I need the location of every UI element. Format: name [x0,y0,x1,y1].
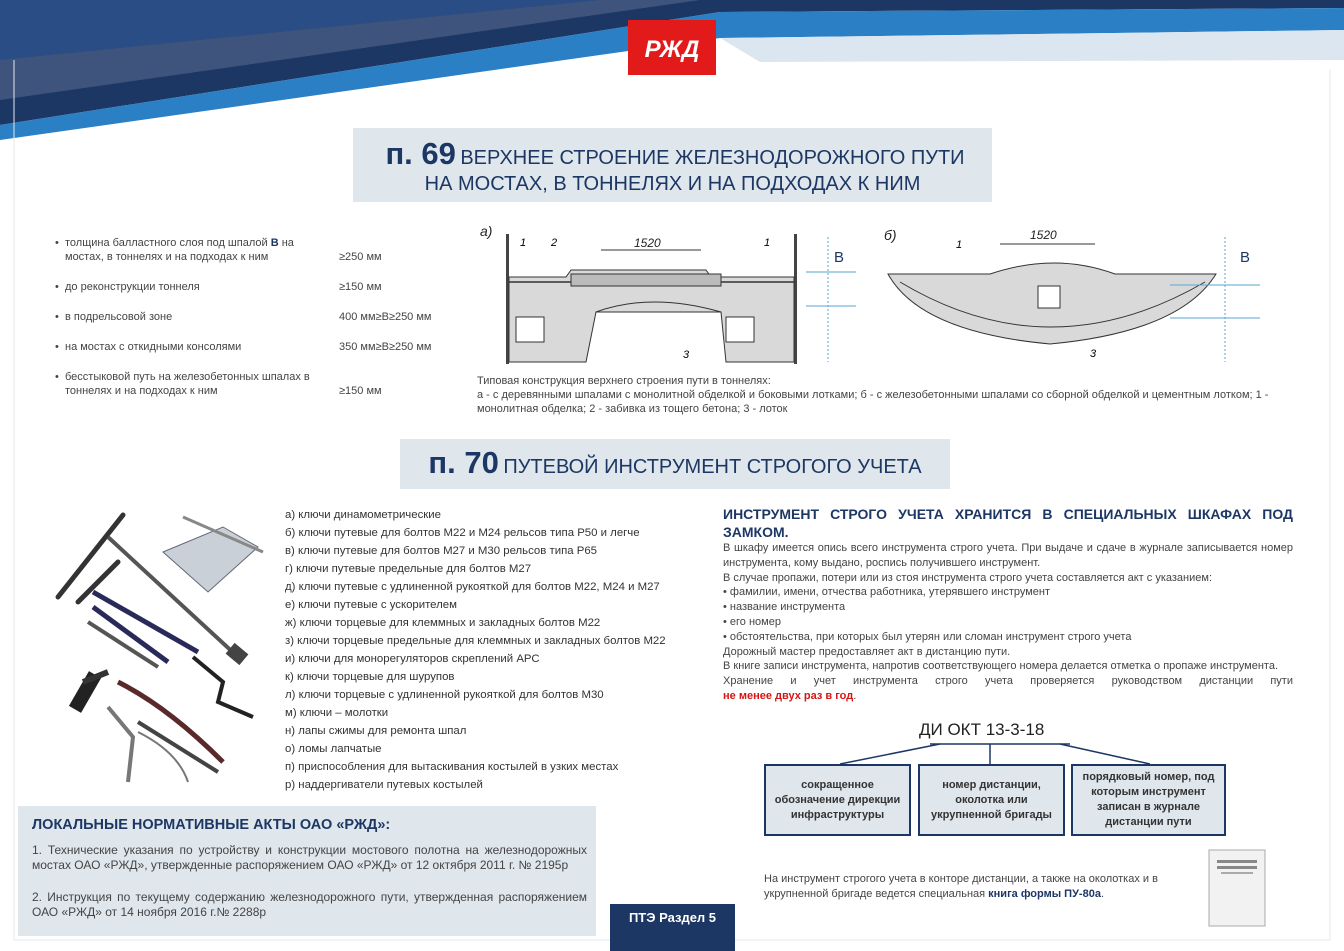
tool-item: а) ключи динамометрические [285,509,441,521]
tool-item: е) ключи путевые с ускорителем [285,599,457,611]
ballast-bullet [55,310,450,324]
caption-line2: а - с деревянными шпалами с монолитной обделкой и боковыми лотками; б - с железобетонными шпалами со сборной обделкой и цементным лотком; 1 - монолитная обделка; 2 - забивка из тощего бетона; 3 - лоток [477,389,1269,415]
book-note [764,872,1204,902]
tool-item: л) ключи торцевые с удлиненной рукояткой для болтов М30 [285,689,604,701]
track-tools-illustration [48,507,278,797]
local-acts-panel [18,806,596,936]
section-70-title-text: ПУТЕВОЙ ИНСТРУМЕНТ СТРОГОГО УЧЕТА [503,456,922,478]
storage-item: • обстоятельства, при которых был утерян или сломан инструмент строго учета [723,630,1132,643]
diagram-b-marker-1: 1 [956,239,963,251]
diagram-a-marker-1b: 1 [764,237,771,249]
bullet-text: толщина балластного слоя под шпалой В на мостах, в тоннелях и на подходах к ним [65,237,294,263]
ballast-bullet [55,280,450,294]
footer-section-label: ПТЭ Раздел 5 [610,904,735,951]
section-70-number: п. 70 [428,445,499,480]
book-form-name: книга формы ПУ-80а [988,888,1101,900]
local-act-1: 1. Технические указания по устройству и конструкции мостового полотна на железнодорожных мостах ОАО «РЖД», утвержденные распоряжением ОАО «РЖД» от 12 октября 2011 г. № 2195р [32,843,587,872]
section-69-title [353,128,992,202]
bullet-value: ≥150 мм [339,385,382,397]
storage-items-list [723,585,1293,644]
code-part-distance: номер дистанции, околотка или укрупненной бригады [918,764,1065,836]
diagram-b-gauge: 1520 [1030,228,1057,242]
tool-item: г) ключи путевые предельные для болтов М27 [285,563,532,575]
diagram-b-b-label: В [1240,249,1251,266]
tool-item: б) ключи путевые для болтов М22 и М24 рельсов типа Р50 и легче [285,527,640,539]
bullet-value: ≥150 мм [339,281,382,293]
bullet-dot: • [55,281,59,293]
logo-text: РЖД [644,36,700,63]
section-69-number: п. 69 [385,136,456,171]
storage-item: • фамилии, имени, отчества работника, утерявшего инструмент [723,586,1051,599]
tool-item: н) лапы сжимы для ремонта шпал [285,725,467,737]
tool-item: п) приспособления для вытаскивания костылей в узких местах [285,761,619,773]
diagram-b-marker-3: 3 [1090,348,1097,360]
storage-paragraph-1: В шкафу имеется опись всего инструмента строго учета. При выдаче и сдаче в журнале записывается номер инструмента, кому выдано, роспись получившего инструмент. [723,542,1293,569]
code-example: ДИ ОКТ 13-3-18 [919,720,1045,739]
diagram-caption [477,374,1297,416]
storage-info [723,505,1293,704]
ballast-requirements-list [55,236,450,414]
bullet-dot: • [55,311,59,323]
tool-item: и) ключи для монорегуляторов скреплений АРС [285,653,540,665]
tool-item: в) ключи путевые для болтов М27 и М30 рельсов типа Р65 [285,545,598,557]
ballast-bullet [55,340,450,354]
bullet-text: до реконструкции тоннеля [65,281,200,293]
storage-paragraph-4: В книге записи инструмента, напротив соответствующего номера делается отметка о пропаже инструмента. [723,660,1278,673]
diagram-a-b-label: В [834,249,845,266]
section-70-title [400,439,950,489]
ballast-bullet [55,370,450,398]
local-act-2: 2. Инструкция по текущему содержанию железнодорожного пути, утвержденная распоряжением ОАО «РЖД» от 14 ноября 2016 г.№ 2288р [32,890,587,919]
diagram-a-marker-2: 2 [551,237,558,249]
book-note-end: . [1100,888,1105,900]
bullet-value: ≥250 мм [339,251,382,263]
storage-paragraph-5-end: . [853,689,857,702]
tool-item: ж) ключи торцевые для клеммных и закладных болтов М22 [285,617,601,629]
storage-heading: ИНСТРУМЕНТ СТРОГО УЧЕТА ХРАНИТСЯ В СПЕЦИАЛЬНЫХ ШКАФАХ ПОД ЗАМКОМ. [723,506,1293,540]
tool-item: о) ломы лапчатые [285,743,382,755]
tool-item: д) ключи путевые с удлиненной рукояткой для болтов М22, М24 и М27 [285,581,660,593]
section-69-title-line2: НА МОСТАХ, В ТОННЕЛЯХ И НА ПОДХОДАХ К НИМ [424,173,921,195]
bullet-value: 350 мм≥В≥250 мм [339,341,432,353]
ballast-bullet [55,236,450,264]
bullet-dot: • [55,341,59,353]
tool-item: з) ключи торцевые предельные для клеммных и закладных болтов М22 [285,635,666,647]
tool-item: м) ключи – молотки [285,707,389,719]
diagram-a-gauge: 1520 [634,236,661,250]
book-form-image [1205,848,1269,928]
code-part-serial: порядковый номер, под которым инструмент записан в журнале дистанции пути [1071,764,1226,836]
diagram-a-marker-1: 1 [520,237,527,249]
storage-frequency-highlight: не менее двух раз в год [723,689,854,702]
tunnel-diagram-b [880,222,1260,364]
rzd-logo [628,20,716,75]
tool-item: к) ключи торцевые для шурупов [285,671,455,683]
bullet-text: в подрельсовой зоне [65,311,173,323]
storage-paragraph-2: В случае пропажи, потери или из стоя инструмента строго учета составляется акт с указанием: [723,571,1213,584]
bullet-text: на мостах с откидными консолями [65,341,242,353]
diagram-b-label: б) [884,227,897,243]
diagram-a-marker-3: 3 [683,349,690,361]
tool-list [285,508,666,796]
tunnel-diagram-a [476,222,856,364]
storage-paragraph-3: Дорожный мастер предоставляет акт в дистанцию пути. [723,645,1011,658]
tool-item: р) наддергиватели путевых костылей [285,779,483,791]
bullet-dot: • [55,371,59,383]
bullet-value: 400 мм≥В≥250 мм [339,311,432,323]
storage-paragraph-5: Хранение и учет инструмента строго учета проверяется руководством дистанции пути [723,675,1293,688]
bullet-dot: • [55,237,59,249]
section-69-title-line1: ВЕРХНЕЕ СТРОЕНИЕ ЖЕЛЕЗНОДОРОЖНОГО ПУТИ [460,147,965,169]
diagram-a-label: а) [480,223,493,239]
local-acts-heading: ЛОКАЛЬНЫЕ НОРМАТИВНЫЕ АКТЫ ОАО «РЖД»: [32,817,391,833]
storage-item: • его номер [723,615,781,628]
storage-item: • название инструмента [723,601,846,614]
book-note-text: На инструмент строгого учета в конторе дистанции, а также на околотках и в укрупненной бригаде ведется специальная [764,873,1158,900]
caption-line1: Типовая конструкция верхнего строения пути в тоннелях: [477,375,771,387]
bullet-text: бесстыковой путь на железобетонных шпалах в тоннелях и на подходах к ним [65,371,310,397]
code-part-directorate: сокращенное обозначение дирекции инфраструктуры [764,764,911,836]
